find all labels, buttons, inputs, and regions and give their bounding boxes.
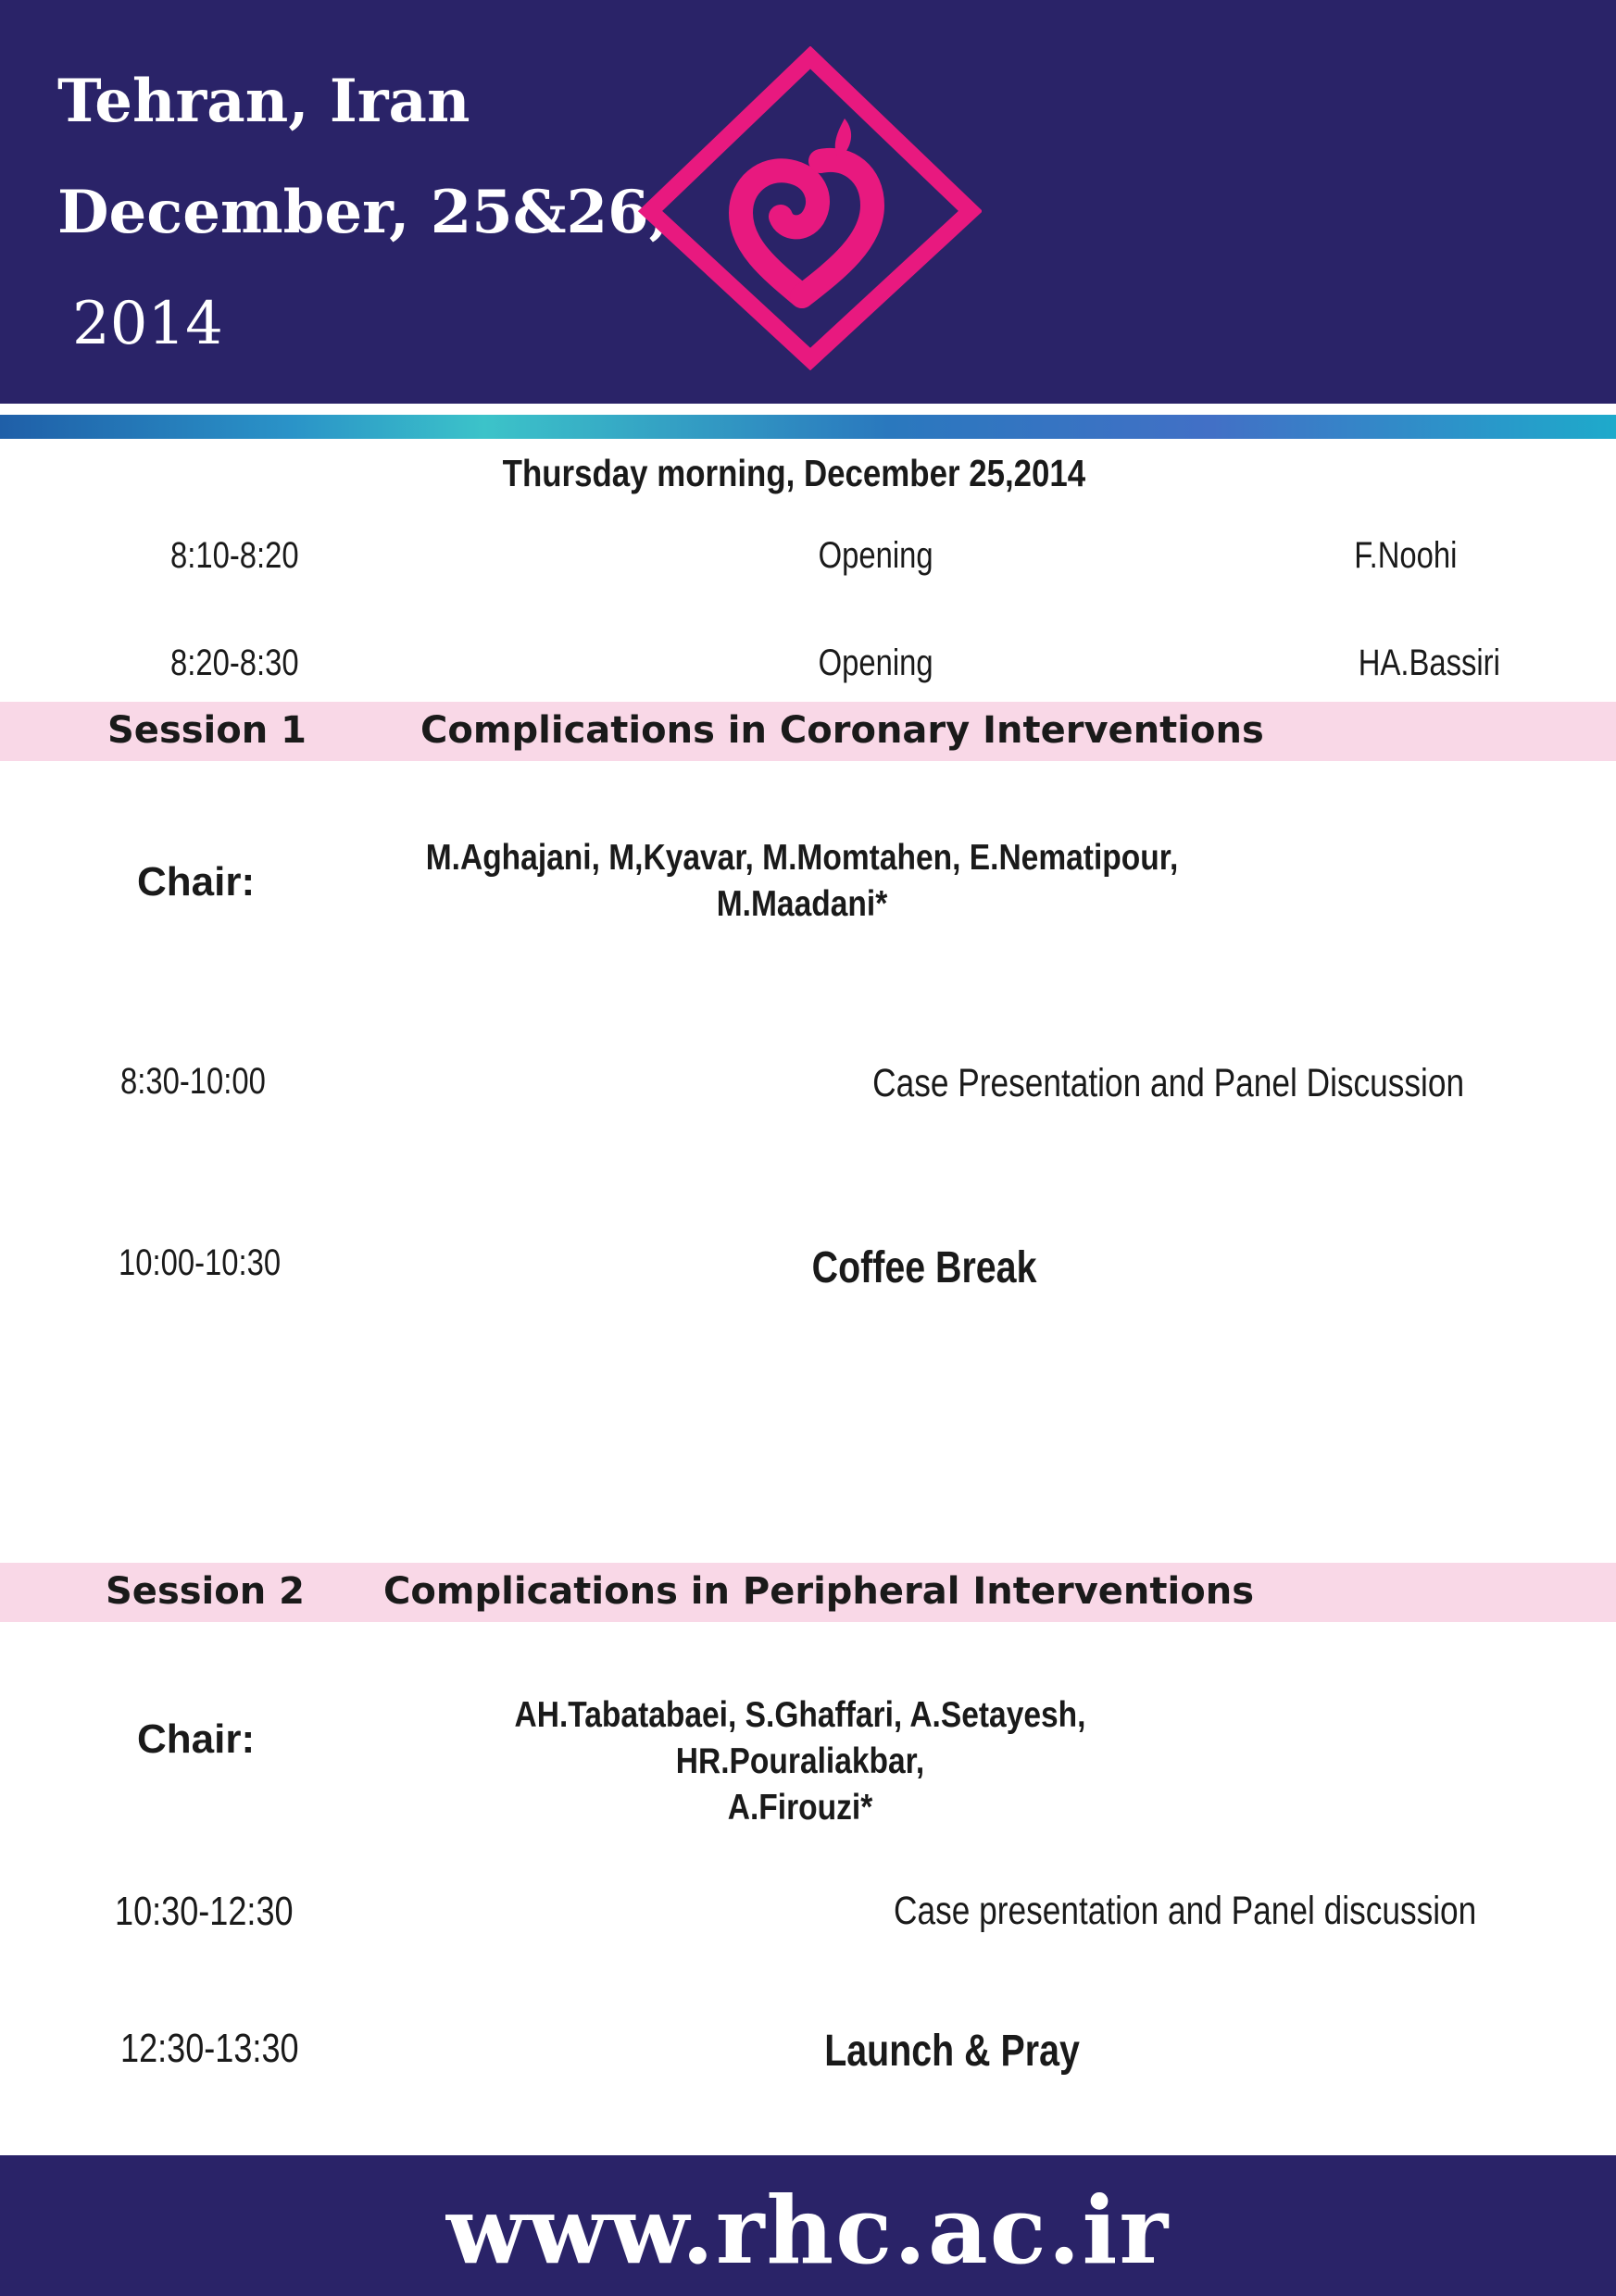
row-time: 10:00-10:30 [119,1242,282,1283]
event-location: Tehran, Iran [57,67,470,136]
row-speaker: HA.Bassiri [1358,643,1500,683]
heart-diamond-logo-icon [630,46,982,370]
chair-names-line-2: M.Maadani* [716,884,888,924]
schedule-row-opening-1 [0,535,1616,591]
header-banner [0,0,1616,404]
chair-names-line-1: M.Aghajani, M,Kyavar, M.Momtahen, E.Nematipour, [425,838,1179,878]
schedule-row-case-presentation [0,1061,1616,1117]
row-title: Case presentation and Panel discussion [894,1889,1477,1933]
row-time: 12:30-13:30 [120,2026,299,2071]
session-title: Complications in Coronary Interventions [420,709,1264,752]
schedule-row-case-presentation [0,1889,1616,1944]
row-title: Opening [818,535,933,576]
website-url[interactable]: www.rhc.ac.ir [445,2176,1171,2285]
row-time: 8:20-8:30 [170,643,299,683]
row-title: Opening [818,643,933,683]
header-divider [0,404,1616,415]
gradient-stripe [0,415,1616,439]
row-title: Launch & Pray [824,2027,1080,2076]
session-label: Session 2 [106,1570,305,1613]
session-2-header [0,1563,1616,1622]
schedule-row-coffee-break [0,1242,1616,1298]
event-info [57,46,670,380]
event-dates: December, 25&26, [57,178,670,247]
chair-label: Chair: [137,1716,256,1762]
row-time: 10:30-12:30 [115,1889,294,1934]
session-1-header [0,702,1616,761]
row-speaker: F.Noohi [1354,535,1458,576]
chair-names-line-2: A.Firouzi* [727,1788,873,1828]
row-time: 8:30-10:00 [120,1061,266,1102]
row-title: Coffee Break [811,1243,1037,1292]
day-title: Thursday morning, December 25,2014 [502,452,1086,494]
chair-names [402,1692,1198,1831]
chair-names [404,835,1200,928]
row-title: Case Presentation and Panel Discussion [872,1061,1465,1105]
schedule-row-lunch [0,2026,1616,2081]
event-year: 2014 [72,290,223,358]
chair-names-line-1: AH.Tabatabaei, S.Ghaffari, A.Setayesh, HR.Pouraliakbar, [514,1695,1086,1781]
chair-label: Chair: [137,859,256,905]
footer-banner [0,2155,1616,2296]
schedule-row-opening-2 [0,643,1616,698]
row-time: 8:10-8:20 [170,535,299,576]
session-title: Complications in Peripheral Interventions [383,1570,1254,1613]
session-label: Session 1 [107,709,307,752]
